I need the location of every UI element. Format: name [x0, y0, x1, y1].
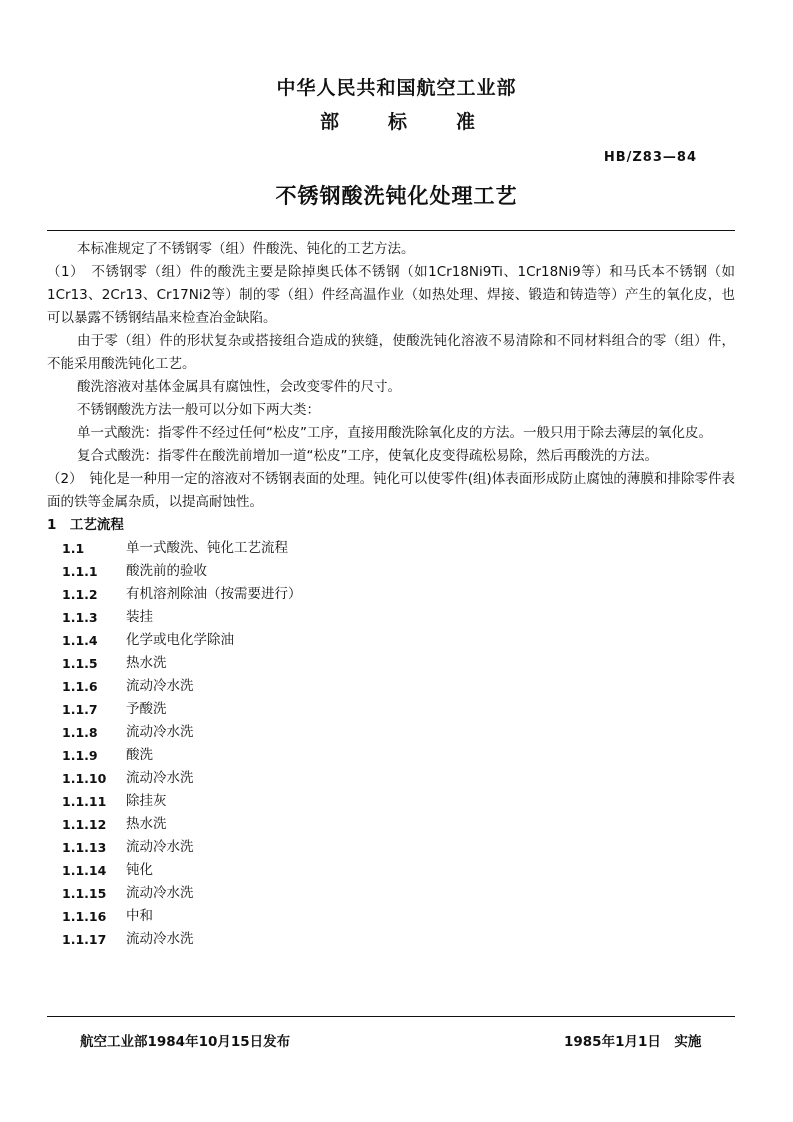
step-number: 1.1 [62, 541, 85, 556]
step-number: 1.1.13 [62, 840, 107, 855]
list-item [47, 675, 735, 698]
list-item [47, 721, 735, 744]
issuer-heading: 中华人民共和国航空工业部 [276, 77, 517, 99]
step-number: 1.1.14 [62, 863, 107, 878]
list-item [47, 882, 735, 905]
step-number: 1.1.7 [62, 702, 98, 717]
list-item [47, 813, 735, 836]
step-number: 1.1.11 [62, 794, 107, 809]
list-item [47, 790, 735, 813]
step-number: 1.1.17 [62, 932, 107, 947]
step-text: 中和 [126, 908, 153, 924]
step-number: 1.1.2 [62, 587, 98, 602]
list-item [47, 560, 735, 583]
step-number: 1.1.8 [62, 725, 98, 740]
list-item [47, 836, 735, 859]
step-text: 装挂 [126, 609, 153, 625]
step-text: 予酸洗 [126, 701, 167, 717]
step-number: 1.1.9 [62, 748, 98, 763]
step-number: 1.1.16 [62, 909, 107, 924]
step-text: 化学或电化学除油 [126, 632, 234, 648]
list-item [47, 905, 735, 928]
paragraph-1: （1） 不锈钢零（组）件的酸洗主要是除掉奥氏体不锈钢（如1Cr18Ni9Ti、1Cr18Ni9等）和马氏本不锈钢（如1Cr13、2Cr13、Cr17Ni2等）制的零（组）件经高温作业（如热处理、焊接、锻造和铸造等）产生的氧化皮，也可以暴露不锈钢结晶来检查冶金缺陷。 [47, 264, 735, 326]
list-item [47, 744, 735, 767]
standard-code: HB/Z83—84 [603, 150, 697, 165]
step-text: 酸洗前的验收 [126, 563, 207, 579]
paragraph-2: 由于零（组）件的形状复杂或搭接组合造成的狭缝，使酸洗钝化溶液不易清除和不同材料组合的零（组）件，不能采用酸洗钝化工艺。 [47, 333, 735, 372]
body-text [47, 238, 735, 951]
issue-date: 航空工业部1984年10月15日发布 [80, 1034, 291, 1050]
step-text: 流动冷水洗 [126, 839, 194, 855]
list-item [47, 629, 735, 652]
step-text: 钝化 [126, 862, 153, 878]
step-number: 1.1.5 [62, 656, 98, 671]
category-char: 标 [387, 111, 407, 133]
paragraph-5: 单一式酸洗：指零件不经过任何“松皮”工序，直接用酸洗除氧化皮的方法。一般只用于除去薄层的氧化皮。 [77, 425, 712, 441]
list-item [47, 583, 735, 606]
step-number: 1.1.3 [62, 610, 98, 625]
step-text: 热水洗 [126, 655, 167, 671]
step-number: 1.1.1 [62, 564, 98, 579]
category-char: 准 [455, 111, 475, 133]
step-text: 流动冷水洗 [126, 724, 194, 740]
step-number: 1.1.6 [62, 679, 98, 694]
effective-date: 1985年1月1日 实施 [564, 1034, 702, 1050]
bottom-divider [47, 1016, 735, 1017]
list-item [47, 652, 735, 675]
step-text: 单一式酸洗、钝化工艺流程 [126, 540, 288, 556]
process-step-list [47, 537, 735, 951]
list-item [47, 767, 735, 790]
list-item [47, 698, 735, 721]
paragraph-4: 不锈钢酸洗方法一般可以分如下两大类： [77, 402, 320, 418]
category-char: 部 [320, 111, 340, 133]
intro-paragraph: 本标准规定了不锈钢零（组）件酸洗、钝化的工艺方法。 [77, 241, 415, 257]
paragraph-7: （2） 钝化是一种用一定的溶液对不锈钢表面的处理。钝化可以使零件(组)体表面形成防止腐蚀的薄膜和排除零件表面的铁等金属杂质，以提高耐蚀性。 [47, 471, 735, 510]
step-number: 1.1.12 [62, 817, 107, 832]
section-heading: 1 工艺流程 [47, 517, 124, 533]
step-text: 酸洗 [126, 747, 153, 763]
step-text: 除挂灰 [126, 793, 167, 809]
list-item [47, 537, 735, 560]
step-text: 流动冷水洗 [126, 678, 194, 694]
top-divider [47, 230, 735, 231]
paragraph-3: 酸洗溶液对基体金属具有腐蚀性，会改变零件的尺寸。 [77, 379, 401, 395]
list-item [47, 606, 735, 629]
step-number: 1.1.10 [62, 771, 107, 786]
step-text: 热水洗 [126, 816, 167, 832]
step-text: 有机溶剂除油（按需要进行） [126, 586, 302, 602]
list-item [47, 859, 735, 882]
paragraph-6: 复合式酸洗：指零件在酸洗前增加一道“松皮”工序，使氧化皮变得疏松易除，然后再酸洗的方法。 [77, 448, 658, 464]
step-text: 流动冷水洗 [126, 885, 194, 901]
standard-category [320, 107, 475, 134]
step-text: 流动冷水洗 [126, 770, 194, 786]
document-title: 不锈钢酸洗钝化处理工艺 [275, 184, 518, 208]
step-number: 1.1.15 [62, 886, 107, 901]
step-text: 流动冷水洗 [126, 931, 194, 947]
step-number: 1.1.4 [62, 633, 98, 648]
list-item [47, 928, 735, 951]
